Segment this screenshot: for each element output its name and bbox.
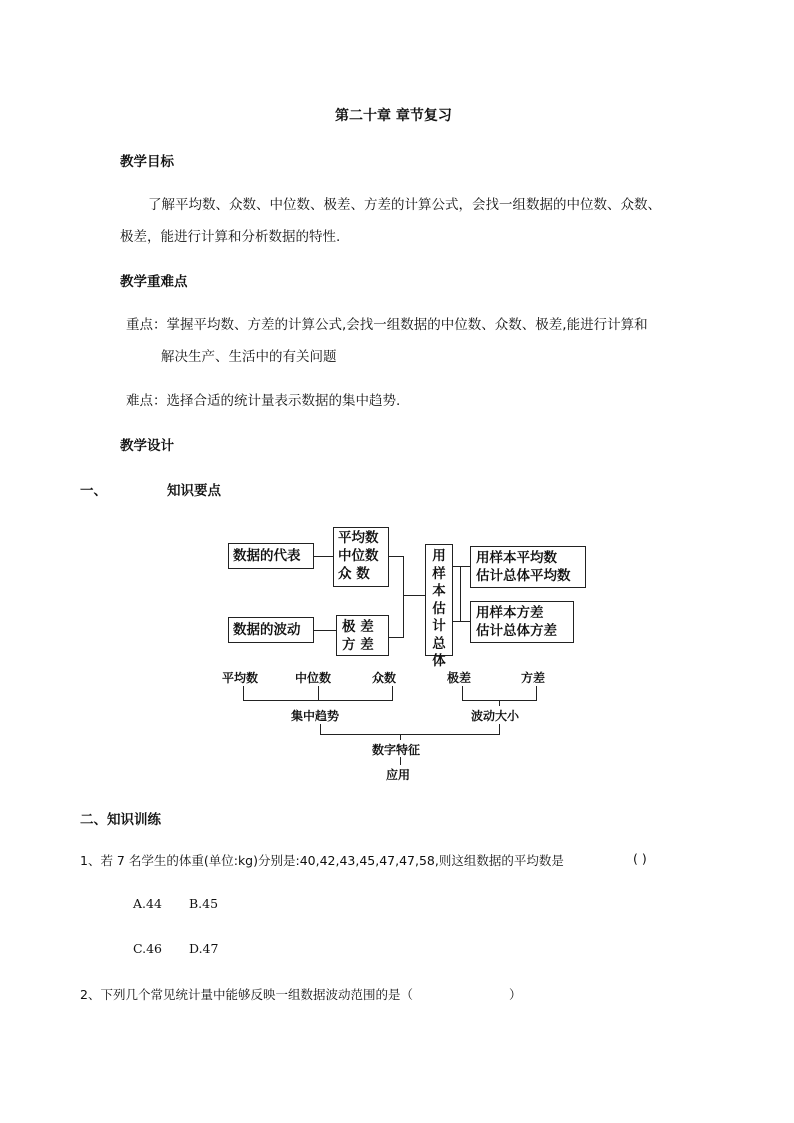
- tree-range-label: 极差: [447, 671, 472, 685]
- connector-line: [403, 595, 425, 596]
- numeric-features-label: 数字特征: [372, 743, 421, 757]
- difficult-point: 难点：选择合适的统计量表示数据的集中趋势.: [126, 393, 401, 409]
- page-title: 第二十章 章节复习: [335, 108, 452, 124]
- connector-line: [389, 637, 403, 638]
- section1-title: 知识要点: [167, 483, 221, 499]
- estimate-variance-line-2: 估计总体方差: [476, 623, 557, 639]
- tree-variance-label: 方差: [521, 671, 546, 685]
- estimate-variance-box: [470, 601, 574, 643]
- mode-label: 众 数: [338, 566, 370, 582]
- data-fluctuation-box: 数据的波动: [228, 617, 314, 643]
- application-label: 应用: [386, 768, 411, 782]
- range-label: 极 差: [342, 619, 374, 635]
- key-point-line-2: 解决生产、生活中的有关问题: [161, 349, 337, 365]
- connector-line: [403, 556, 404, 638]
- tree-line: [462, 686, 463, 700]
- tree-line: [536, 686, 537, 700]
- section2-heading: 二、知识训练: [80, 812, 161, 828]
- estimate-mean-line-1: 用样本平均数: [476, 550, 557, 566]
- median-label: 中位数: [338, 548, 379, 564]
- estimate-mean-box: [470, 546, 586, 588]
- tree-line: [320, 724, 321, 734]
- tree-line: [499, 724, 500, 734]
- mean-label: 平均数: [338, 530, 379, 546]
- connector-line: [460, 566, 461, 622]
- central-tendency-label: 集中趋势: [291, 709, 340, 723]
- q1-option-a: A.44: [133, 896, 162, 911]
- dispersion-measures-box: [336, 615, 389, 656]
- tree-line: [400, 757, 401, 765]
- q1-option-b: B.45: [189, 896, 219, 911]
- tree-line: [400, 734, 401, 740]
- connector-line: [453, 621, 470, 622]
- estimate-variance-line-1: 用样本方差: [476, 605, 544, 621]
- connector-line: [314, 556, 333, 557]
- objectives-line-2: 极差，能进行计算和分析数据的特性.: [120, 229, 341, 245]
- data-representative-box: 数据的代表: [228, 543, 314, 569]
- tree-mean-label: 平均数: [222, 671, 259, 685]
- estimate-mean-line-2: 估计总体平均数: [476, 568, 571, 584]
- fluctuation-size-label: 波动大小: [471, 709, 520, 723]
- question-1-blank: ( ): [633, 851, 647, 866]
- variance-label: 方 差: [342, 637, 374, 653]
- sample-estimate-box: 用样本估计总体: [425, 544, 453, 656]
- tree-mode-label: 众数: [372, 671, 397, 685]
- tree-line: [499, 700, 500, 706]
- tree-line: [392, 686, 393, 700]
- connector-line: [389, 556, 403, 557]
- section1-number: 一、: [80, 483, 107, 499]
- connector-line: [314, 630, 336, 631]
- objectives-line-1: 了解平均数、众数、中位数、极差、方差的计算公式，会找一组数据的中位数、众数、: [148, 197, 661, 213]
- connector-line: [453, 566, 470, 567]
- question-2-text: 2、下列几个常见统计量中能够反映一组数据波动范围的是（: [80, 987, 413, 1002]
- question-1-text: 1、若 7 名学生的体重(单位:kg)分别是:40,42,43,45,47,47,58,则这组数据的平均数是: [80, 853, 564, 868]
- key-heading: 教学重难点: [120, 274, 188, 290]
- objectives-heading: 教学目标: [120, 154, 174, 170]
- tree-line: [320, 734, 500, 735]
- tree-line: [243, 700, 393, 701]
- tree-median-label: 中位数: [295, 671, 332, 685]
- tree-line: [243, 686, 244, 700]
- center-measures-box: [333, 527, 389, 587]
- q1-option-d: D.47: [189, 941, 219, 956]
- q1-option-c: C.46: [133, 941, 162, 956]
- design-heading: 教学设计: [120, 438, 174, 454]
- tree-line: [318, 686, 319, 700]
- question-2-blank: ）: [509, 987, 522, 1002]
- key-point-line-1: 重点：掌握平均数、方差的计算公式,会找一组数据的中位数、众数、极差,能进行计算和: [126, 317, 648, 333]
